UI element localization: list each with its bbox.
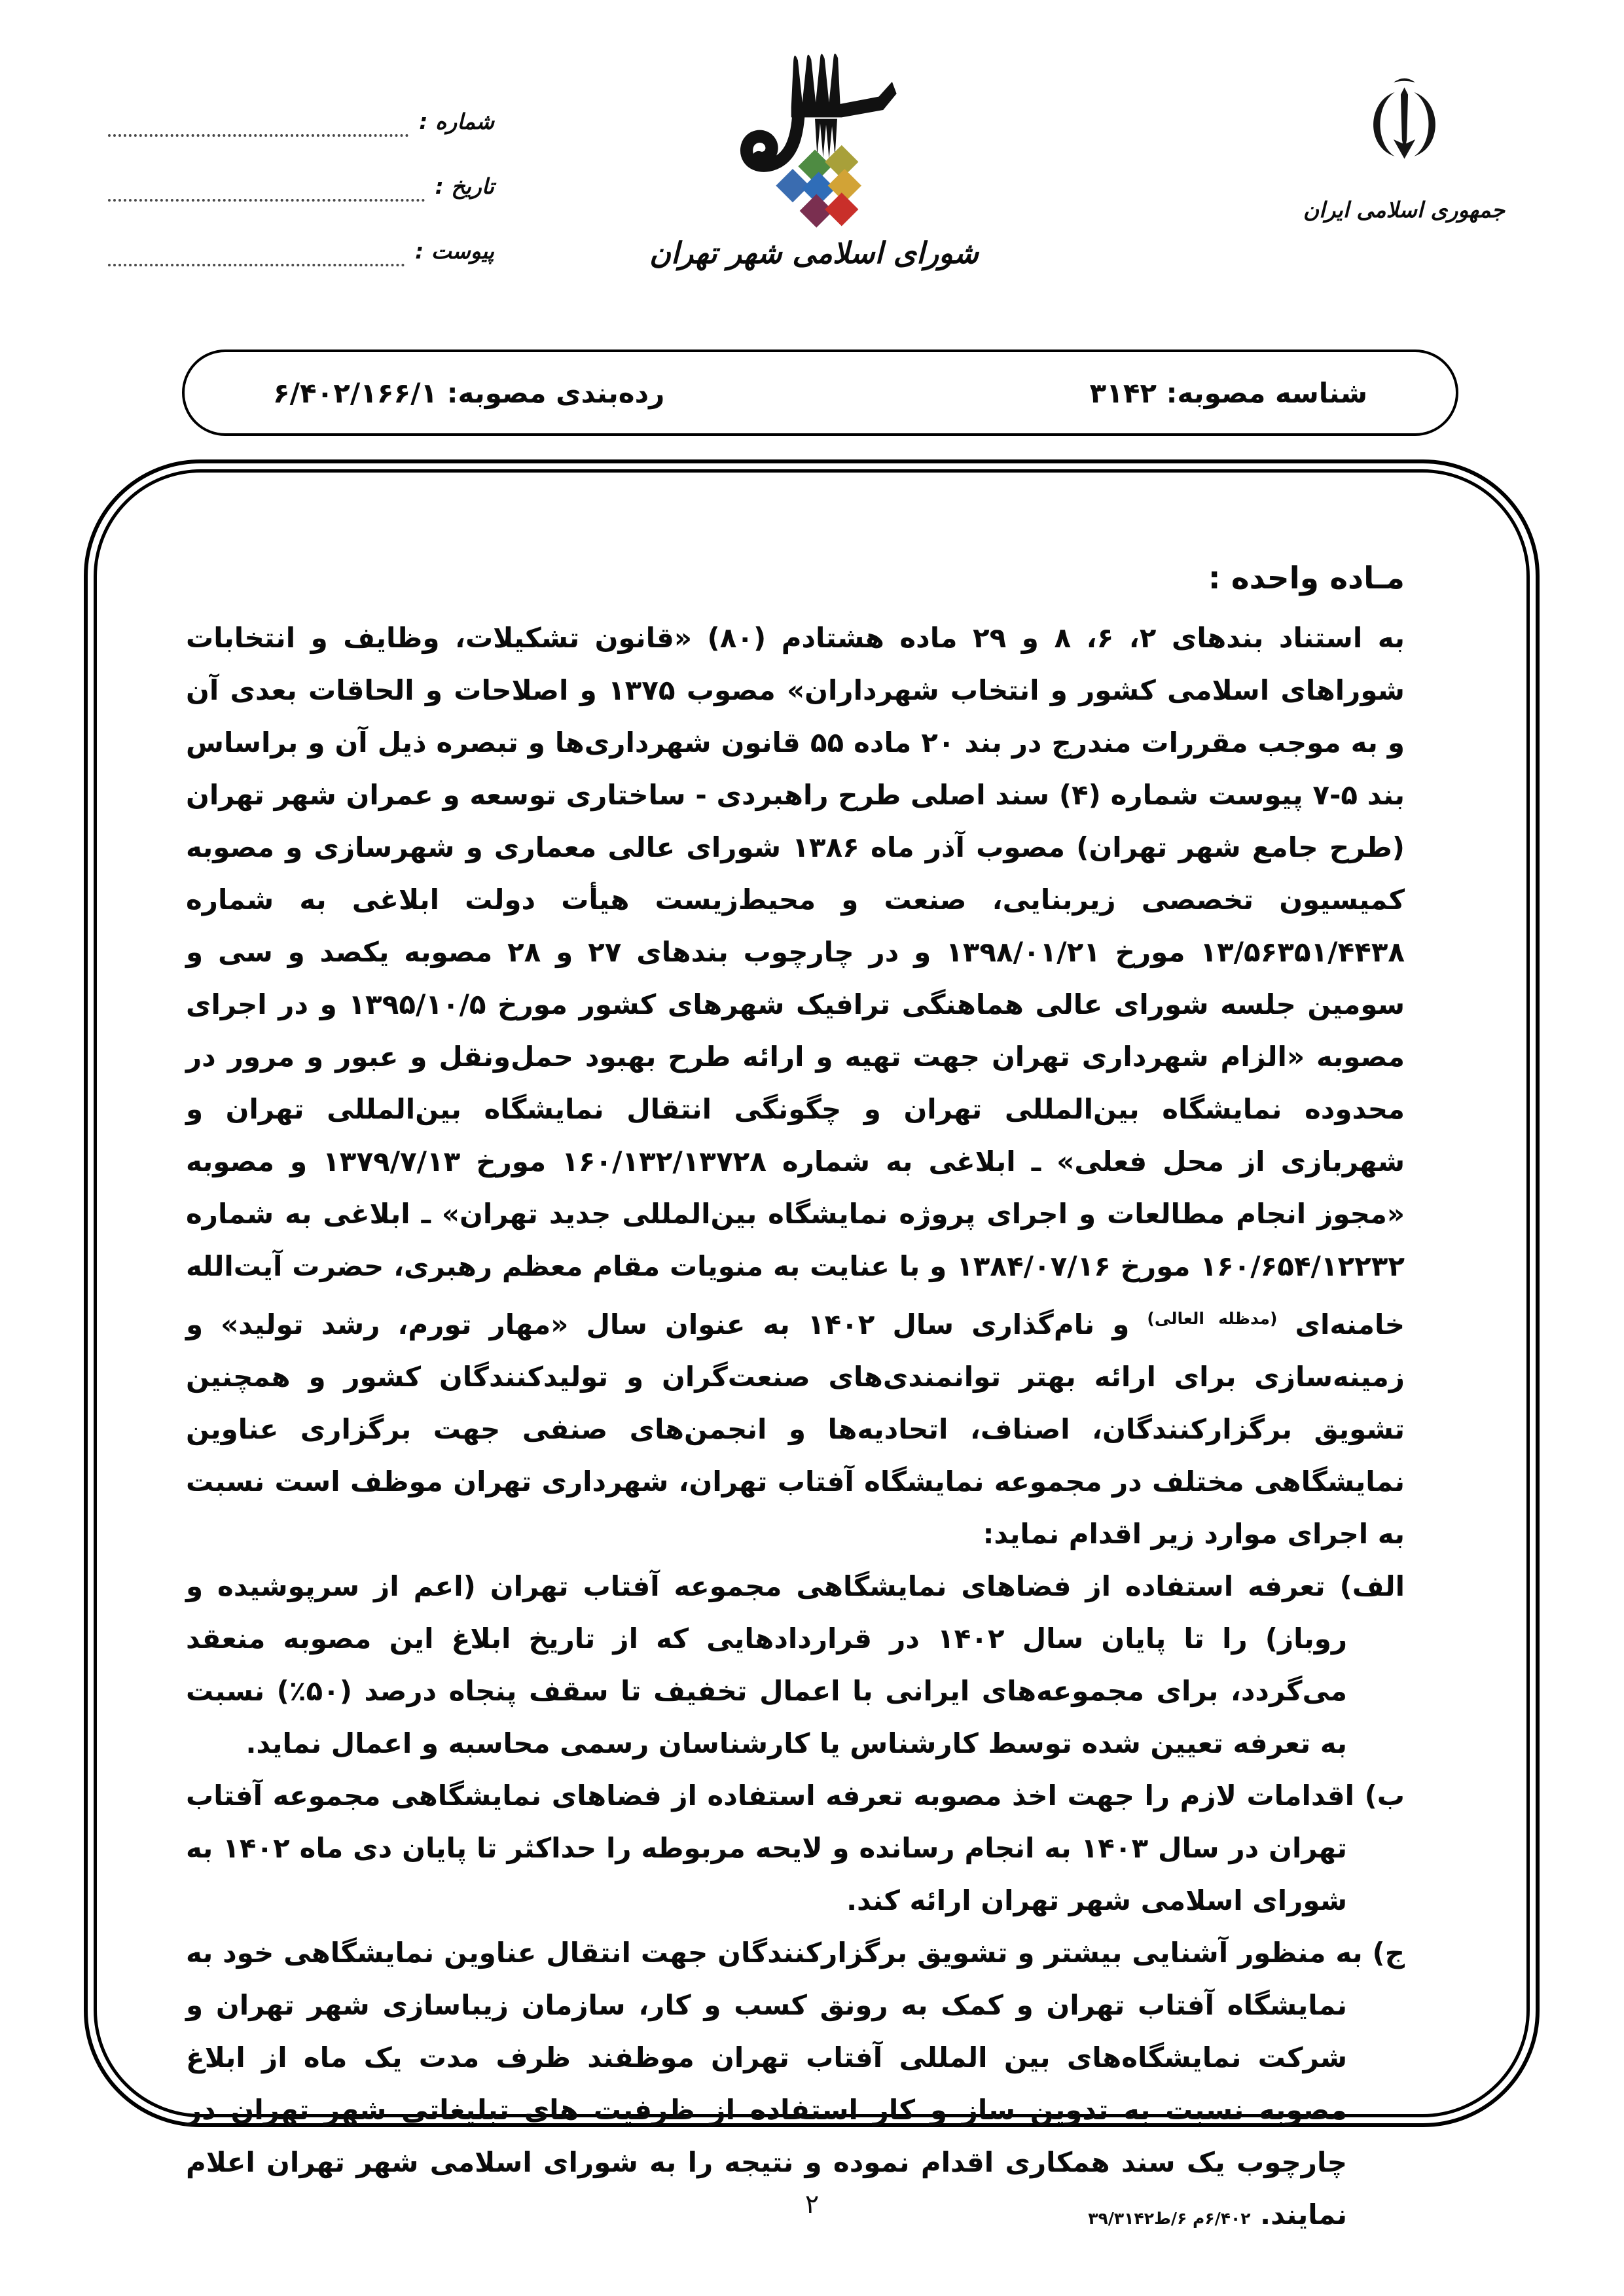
document-frame: [84, 459, 1540, 2231]
article-intro-superscript: (مدظله العالی): [1147, 1309, 1278, 1328]
article-intro-text-2: و نام‌گذاری سال ۱۴۰۲ به عنوان سال «مهار تورم، رشد تولید» و زمینه‌سازی برای ارائه بهتر توانمندی‌های صنعت‌گران و تولیدکنندگان کشور و همچنین تشویق برگزارکنندگان، اصناف، اتحادیه‌ها و انجمن‌های صنفی جهت برگزاری عناوین نمایشگاهی مختلف در مجموعه نمایشگاه آفتاب تهران، شهرداری تهران موظف است نسبت به اجرای موارد زیر اقدام نماید:: [186, 1308, 1405, 1550]
field-attachment: [108, 202, 494, 266]
council-logo-icon: [704, 34, 926, 230]
national-emblem: [1286, 60, 1522, 223]
council-logo: [651, 34, 979, 270]
field-date: [108, 137, 494, 202]
article-intro-text-1: به استناد بندهای ۲، ۶، ۸ و ۲۹ ماده هشتادم (۸۰) «قانون تشکیلات، وظایف و انتخابات شوراهای اسلامی کشور و انتخاب شهرداران» مصوب ۱۳۷۵ و اصلاحات و الحاقات بعدی آن و به موجب مقررات مندرج در بند ۲۰ ماده ۵۵ قانون شهرداری‌ها و تبصره ذیل آن و براساس بند ۵-۷ پیوست شماره (۴) سند اصلی طرح راهبردی - ساختاری توسعه و عمران شهر تهران (طرح جامع شهر تهران) مصوب آذر ماه ۱۳۸۶ شورای عالی معماری و شهرسازی و مصوبه کمیسیون تخصصی زیربنایی، صنعت و محیط‌زیست هیأت دولت ابلاغی به شماره ۱۳/۵۶۳۵۱/۴۴۳۸ مورخ ۱۳۹۸/۰۱/۲۱ و در چارچوب بندهای ۲۷ و ۲۸ مصوبه یکصد و سی و سومین جلسه شورای عالی هماهنگی ترافیک شهرهای کشور مورخ ۱۳۹۵/۱۰/۵ و در اجرای مصوبه «الزام شهرداری تهران جهت تهیه و ارائه طرح بهبود حمل‌ونقل و عبور و مرور در محدوده نمایشگاه بین‌المللی تهران و چگونگی انتقال نمایشگاه بین‌المللی تهران و شهربازی از محل فعلی» ـ ابلاغی به شماره ۱۶۰/۱۳۲/۱۳۷۲۸ مورخ ۱۳۷۹/۷/۱۳ و مصوبه «مجوز انجام مطالعات و اجرای پروژه نمایشگاه بین‌المللی جدید تهران» ـ ابلاغی به شماره ۱۶۰/۶۵۴/۱۲۲۳۲ مورخ ۱۳۸۴/۰۷/۱۶ و با عنایت به منویات مقام معظم رهبری، حضرت آیت‌الله خامنه‌ای: [186, 622, 1405, 1340]
council-logo-caption: شورای اسلامی شهر تهران: [649, 236, 979, 270]
field-date-dotted-line: [108, 187, 425, 202]
clause-c-footnote-code: ۶/۴۰۲م ۶/ط۳۹/۳۱۴۲: [1088, 2209, 1251, 2228]
letterhead-fields: [108, 72, 494, 266]
clause-a: الف) تعرفه استفاده از فضاهای نمایشگاهی مجموعه آفتاب تهران (اعم از سرپوشیده و روباز) را تا پایان سال ۱۴۰۲ در قراردادهایی که از تاریخ ابلاغ این مصوبه منعقد می‌گردد، برای مجموعه‌های ایرانی با اعمال تخفیف تا سقف پنجاه درصد (۵۰٪) نسبت به تعرفه تعیین شده توسط کارشناس یا کارشناسان رسمی محاسبه و اعمال نماید.: [186, 1570, 1405, 1759]
logo-diamond-red: [825, 192, 858, 226]
clause-b: ب) اقدامات لازم را جهت اخذ مصوبه تعرفه استفاده از فضاهای نمایشگاهی مجموعه آفتاب تهران در سال ۱۴۰۳ به انجام رسانده و لایحه مربوطه را حداکثر تا پایان دی ماه ۱۴۰۲ به شورای اسلامی شهر تهران ارائه کند.: [186, 1780, 1405, 1916]
article-body: [88, 463, 1536, 2231]
classification-code: رده‌بندی مصوبه: ۶/۴۰۲/۱۶۶/۱: [273, 376, 665, 409]
field-number-dotted-line: [108, 122, 408, 137]
field-number-label: شماره :: [419, 109, 494, 134]
article-heading: مـاده واحده :: [1208, 560, 1405, 596]
resolution-id: شناسه مصوبه: ۳۱۴۲: [1089, 376, 1367, 409]
page-number: ۲: [804, 2189, 820, 2219]
national-emblem-caption: جمهوری اسلامی ایران: [1303, 197, 1506, 223]
field-attachment-label: پیوست :: [415, 238, 494, 264]
iran-emblem-icon: [1344, 60, 1465, 194]
field-number: [108, 72, 494, 137]
clause-c-text: ج) به منظور آشنایی بیشتر و تشویق برگزارکنندگان جهت انتقال عناوین نمایشگاهی خود به نمایشگاه آفتاب تهران و کمک به رونق کسب و کار، سازمان زیباسازی شهر تهران و شرکت نمایشگاه‌های بین المللی آفتاب تهران موظفند ظرف مدت یک ماه از ابلاغ مصوبه نسبت به تدوین ساز و کار استفاده از ظرفیت های تبلیغاتی شهر تهران در چارچوب یک سند همکاری اقدام نموده و نتیجه را به شورای اسلامی شهر تهران اعلام نمایند.: [186, 1937, 1405, 2231]
field-date-label: تاریخ :: [435, 173, 494, 199]
logo-diamond-blue: [776, 169, 809, 202]
classification-bar: [182, 350, 1458, 436]
article-intro: [186, 612, 1405, 1560]
field-attachment-dotted-line: [108, 252, 405, 266]
